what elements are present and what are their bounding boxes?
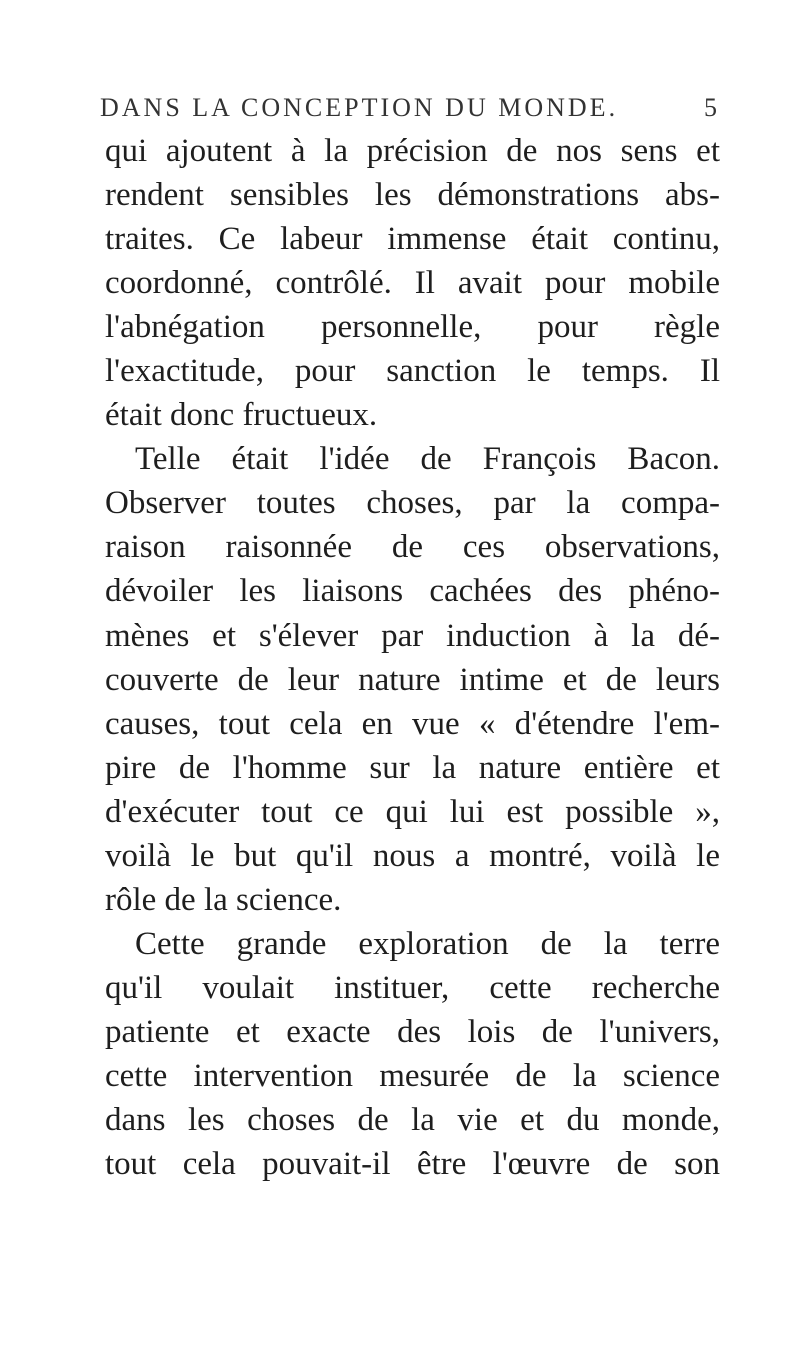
text-line: Cette grande exploration de la terre — [135, 925, 720, 962]
text-line: raison raisonnée de ces observations, — [105, 529, 720, 566]
text-line: d'exécuter tout ce qui lui est possible », — [105, 793, 720, 830]
body-text — [105, 129, 720, 1186]
text-line: rôle de la science. — [105, 881, 342, 918]
text-line: l'exactitude, pour sanction le temps. Il — [105, 353, 720, 390]
text-line: couverte de leur nature intime et de leurs — [105, 661, 720, 698]
text-line: patiente et exacte des lois de l'univers, — [105, 1013, 720, 1050]
text-line: était donc fructueux. — [105, 397, 378, 434]
paragraph — [105, 129, 720, 437]
text-line: coordonné, contrôlé. Il avait pour mobile — [105, 265, 720, 302]
text-line: qu'il voulait instituer, cette recherche — [105, 969, 720, 1006]
text-line: mènes et s'élever par induction à la dé- — [105, 617, 720, 654]
text-line: Telle était l'idée de François Bacon. — [135, 441, 720, 478]
page-number: 5 — [704, 93, 720, 122]
text-line: voilà le but qu'il nous a montré, voilà le — [105, 837, 720, 874]
text-line: qui ajoutent à la précision de nos sens et — [105, 133, 720, 169]
text-line: rendent sensibles les démonstrations abs- — [105, 177, 720, 214]
text-line: dévoiler les liaisons cachées des phéno- — [105, 573, 720, 610]
paragraph — [105, 437, 720, 922]
text-line: traites. Ce labeur immense était continu, — [105, 221, 720, 258]
text-line: causes, tout cela en vue « d'étendre l'em- — [105, 705, 720, 742]
text-line: pire de l'homme sur la nature entière et — [105, 749, 720, 786]
running-head — [100, 93, 720, 127]
text-line: Observer toutes choses, par la compa- — [105, 485, 720, 522]
text-line: tout cela pouvait-il être l'œuvre de son — [105, 1146, 720, 1183]
text-line: l'abnégation personnelle, pour règle — [105, 309, 720, 346]
paragraph — [105, 922, 720, 1186]
text-line: cette intervention mesurée de la science — [105, 1057, 720, 1094]
text-line: dans les choses de la vie et du monde, — [105, 1102, 720, 1139]
running-head-title: DANS LA CONCEPTION DU MONDE. — [100, 93, 619, 122]
